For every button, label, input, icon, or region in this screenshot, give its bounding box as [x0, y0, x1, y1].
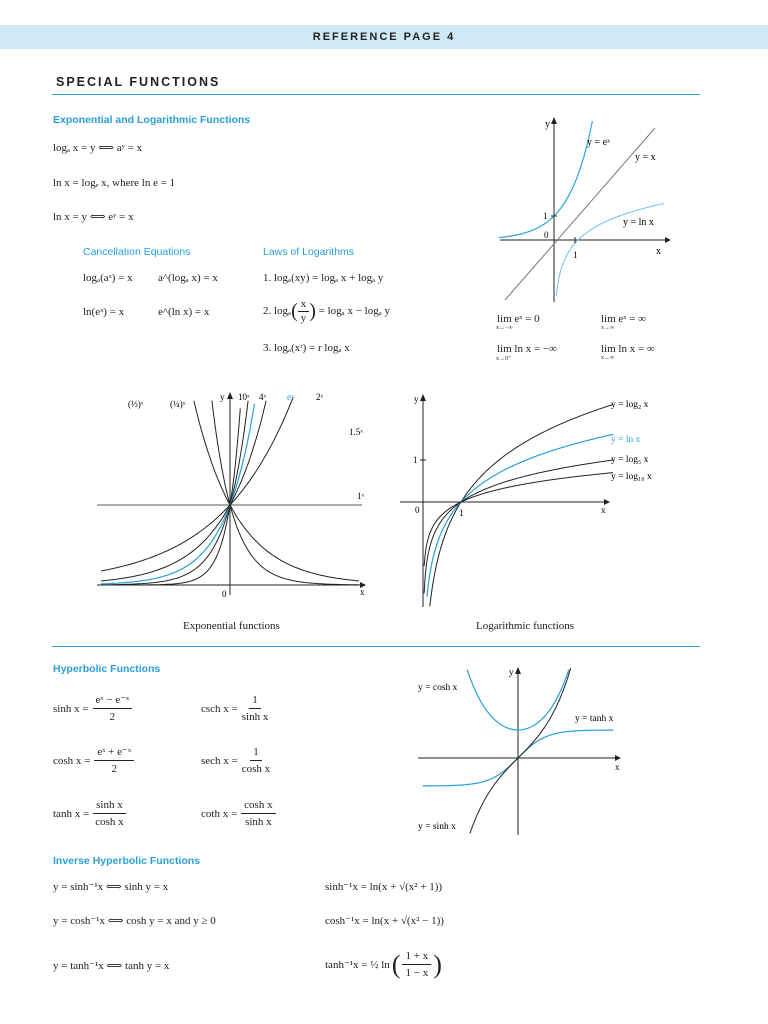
label-4x: 4ˣ	[259, 392, 267, 402]
limit-2-sub: x→∞	[601, 325, 615, 331]
origin-label: 0	[544, 230, 549, 240]
def-sinh	[53, 692, 132, 725]
def-csch	[201, 692, 268, 725]
def-sinh-num: eˣ − e⁻ˣ	[93, 692, 133, 709]
def-sinh-den: 2	[109, 711, 116, 723]
label-ex: eˣ	[287, 392, 294, 402]
axis-y-label: y	[509, 667, 514, 677]
tick-label-y-1: 1	[543, 211, 548, 221]
label-2x: 2ˣ	[316, 392, 324, 402]
cancel-eq-1b: a^(logₐ x) = x	[158, 272, 218, 284]
def-cosh-den: 2	[111, 763, 117, 775]
def-tanh-label: tanh x =	[53, 807, 90, 820]
axis-x-label: x	[656, 246, 661, 257]
origin-label: 0	[415, 505, 420, 515]
label-log5: y = log₅ x	[611, 455, 649, 465]
def-sech-num: 1	[250, 744, 262, 761]
def-cosh	[53, 744, 134, 777]
limit-1-sub: x→−∞	[496, 325, 513, 331]
tick-label-x-1: 1	[459, 508, 464, 518]
inv-cosh-formula: cosh⁻¹x = ln(x + √(x² − 1))	[325, 915, 444, 927]
cancel-eq-2b: e^(ln x) = x	[158, 306, 210, 318]
curve-log5	[424, 460, 613, 594]
axis-y-arrow	[227, 392, 233, 399]
def-coth-label: coth x =	[201, 807, 238, 820]
def-csch-den: sinh x	[241, 711, 269, 723]
inverse-hyperbolic-heading: Inverse Hyperbolic Functions	[53, 855, 201, 867]
axis-x-arrow	[665, 237, 671, 243]
inv-tanh-num: 1 + x	[402, 948, 431, 965]
label-1-5x: 1.5ˣ	[349, 427, 363, 437]
section-rule	[52, 94, 700, 95]
limit-4-sub: x→∞	[601, 355, 615, 361]
log-law-1: 1. logₐ(xy) = logₐ x + logₐ y	[263, 272, 384, 284]
page-header-title: REFERENCE PAGE 4	[312, 31, 456, 43]
axis-x-label: x	[360, 587, 365, 597]
axis-y-label: y	[220, 392, 225, 402]
label-ln: y = ln x	[611, 435, 641, 445]
limit-2: lim eˣ = ∞	[601, 313, 647, 325]
log-law-3: 3. logₐ(xʳ) = r logₐ x	[263, 342, 350, 354]
def-sech-den: cosh x	[241, 763, 271, 775]
cancel-eq-2a: ln(eˣ) = x	[83, 306, 125, 318]
caption-exponential: Exponential functions	[183, 620, 280, 632]
hyperbolic-graph	[410, 660, 630, 838]
curve-log10	[424, 473, 613, 566]
inv-tanh-def: y = tanh⁻¹x ⟺ tanh y = x	[53, 960, 170, 972]
inv-tanh-formula: tanh⁻¹x = ½ ln ( $\frac{1 + x}{1 - x}$ )	[325, 949, 442, 979]
limit-3: lim ln x = −∞	[497, 343, 557, 355]
label-tanh: y = tanh x	[575, 714, 614, 724]
label-1x: 1ˣ	[357, 491, 365, 501]
curve-2x	[101, 401, 266, 581]
def-cosh-label: cosh x =	[53, 754, 91, 767]
log-law-2: 2. logₐ( $\frac{x}{y}$ ) = logₐ x − logₐ y	[263, 298, 390, 324]
hyperbolic-heading: Hyperbolic Functions	[53, 663, 161, 675]
limit-1: lim eˣ = 0	[497, 313, 540, 325]
def-sech-label: sech x =	[201, 754, 238, 767]
cancellation-heading: Cancellation Equations	[83, 246, 191, 258]
caption-logarithmic: Logarithmic functions	[476, 620, 575, 632]
inv-cosh-def: y = cosh⁻¹x ⟺ cosh y = x and y ≥ 0	[53, 915, 216, 927]
origin-label: 0	[222, 589, 227, 599]
explog-heading: Exponential and Logarithmic Functions	[53, 114, 251, 126]
label-cosh: y = cosh x	[418, 683, 458, 693]
axis-x-label: x	[615, 762, 620, 772]
label-sinh: y = sinh x	[418, 822, 456, 832]
def-sech	[201, 744, 270, 777]
log-law-2-num: x	[298, 298, 310, 312]
exponential-functions-graph	[92, 385, 377, 610]
axis-y-label: y	[545, 119, 550, 130]
log-law-2-left: 2. logₐ	[263, 305, 292, 318]
label-ln-x: y = ln x	[623, 217, 654, 228]
logarithmic-functions-graph	[398, 385, 673, 610]
section-title: SPECIAL FUNCTIONS	[56, 75, 221, 89]
label-quarter-x: (¼)ˣ	[170, 399, 186, 409]
curve-half-x	[194, 401, 359, 581]
curve-y-equals-x	[505, 128, 655, 300]
explog-eq1: logₐ x = y ⟺ aʸ = x	[53, 142, 143, 154]
curve-sinh	[470, 668, 571, 833]
inv-tanh-den: 1 − x	[405, 967, 429, 979]
axis-y-arrow	[420, 394, 426, 401]
laws-heading: Laws of Logarithms	[263, 246, 355, 258]
label-e-x: y = eˣ	[587, 137, 610, 148]
log-curves	[424, 405, 613, 607]
def-tanh-num: sinh x	[93, 797, 126, 814]
explog-eq2: ln x = logₑ x, where ln e = 1	[53, 177, 176, 189]
axis-y-label: y	[414, 394, 419, 404]
axis-x-arrow	[615, 755, 621, 761]
def-csch-label: csch x =	[201, 702, 238, 715]
hyperbolic-rule	[52, 646, 700, 647]
curve-1-5x	[101, 397, 293, 571]
curve-4x	[101, 401, 248, 585]
curve-ln	[427, 434, 613, 596]
def-csch-num: 1	[249, 692, 261, 709]
tick-label-y-1: 1	[413, 455, 418, 465]
def-sinh-label: sinh x =	[53, 702, 89, 715]
label-half-x: (½)ˣ	[128, 399, 144, 409]
def-coth-den: sinh x	[245, 816, 272, 828]
label-y-x: y = x	[635, 152, 656, 163]
axis-y-arrow	[515, 667, 521, 674]
label-10x: 10ˣ	[238, 392, 250, 402]
label-log10: y = log₁₀ x	[611, 472, 652, 482]
inv-tanh-left: tanh⁻¹x = ½ ln	[325, 959, 390, 971]
log-law-2-den: y	[300, 312, 307, 324]
cancel-eq-1a: logₐ(aˣ) = x	[83, 272, 133, 284]
limit-3-sub: x→0⁺	[496, 356, 512, 362]
axis-x-label: x	[601, 505, 606, 515]
curve-10x	[101, 408, 240, 585]
inv-sinh-formula: sinh⁻¹x = ln(x + √(x² + 1))	[325, 881, 443, 893]
def-tanh	[53, 797, 126, 830]
def-cosh-num: eˣ + e⁻ˣ	[94, 744, 134, 761]
exp-ln-graph	[495, 112, 675, 307]
def-tanh-den: cosh x	[95, 816, 124, 828]
log-law-2-fraction	[298, 298, 310, 325]
log-law-2-right: = logₐ x − logₐ y	[318, 305, 390, 318]
inv-sinh-def: y = sinh⁻¹x ⟺ sinh y = x	[53, 881, 169, 893]
label-log2: y = log₂ x	[611, 400, 649, 410]
def-coth	[201, 797, 276, 830]
limit-4: lim ln x = ∞	[601, 343, 655, 355]
tick-label-x-1: 1	[573, 250, 578, 260]
explog-eq3: ln x = y ⟺ eʸ = x	[53, 211, 134, 223]
axis-y-arrow	[551, 117, 557, 124]
def-coth-num: cosh x	[241, 797, 275, 814]
